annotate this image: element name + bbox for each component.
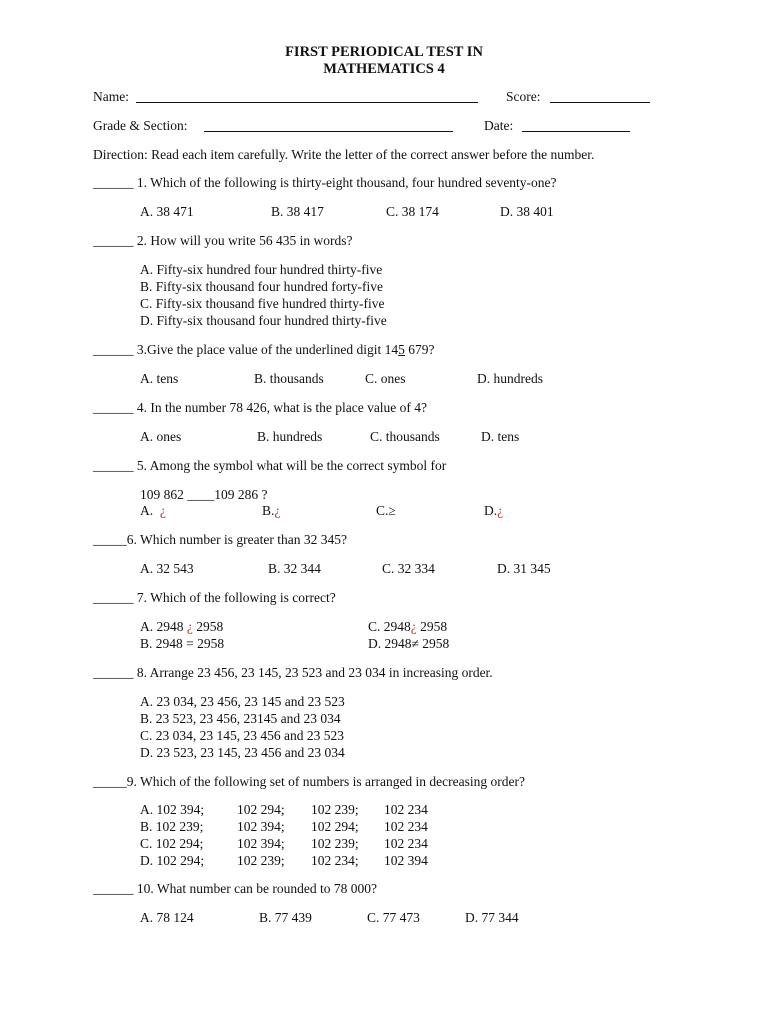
grade-section-label: Grade & Section: xyxy=(93,118,188,133)
q6-option-b: B. 32 344 xyxy=(268,561,321,576)
q10-option-d: D. 77 344 xyxy=(465,910,519,925)
q1-option-c: C. 38 174 xyxy=(386,204,439,219)
question-6: _____6. Which number is greater than 32 345? xyxy=(93,532,347,547)
q8-option-c: C. 23 034, 23 145, 23 456 and 23 523 xyxy=(140,728,344,743)
broken-symbol: ¿ xyxy=(159,503,166,518)
title-line-1: FIRST PERIODICAL TEST IN xyxy=(285,44,483,60)
title-line-2: MATHEMATICS 4 xyxy=(323,61,445,77)
name-label: Name: xyxy=(93,89,129,104)
question-8: ______ 8. Arrange 23 456, 23 145, 23 523 and 23 034 in increasing order. xyxy=(93,665,493,680)
question-9: _____9. Which of the following set of numbers is arranged in decreasing order? xyxy=(93,774,525,789)
q8-option-b: B. 23 523, 23 456, 23145 and 23 034 xyxy=(140,711,341,726)
score-label: Score: xyxy=(506,89,541,104)
q10-option-c: C. 77 473 xyxy=(367,910,420,925)
q5-option-b: B.¿ xyxy=(262,503,281,518)
q4-option-d: D. tens xyxy=(481,429,520,444)
broken-symbol: ¿ xyxy=(274,503,281,518)
question-4: ______ 4. In the number 78 426, what is the place value of 4? xyxy=(93,400,428,415)
answer-blank[interactable]: ______ xyxy=(93,175,134,190)
answer-blank[interactable]: ______ xyxy=(93,590,134,605)
direction-text: Direction: Read each item carefully. Write the letter of the correct answer before the number. xyxy=(93,147,595,162)
q4-option-a: A. ones xyxy=(140,429,182,444)
answer-blank[interactable]: ______ xyxy=(93,233,134,248)
date-field[interactable] xyxy=(522,119,630,132)
q1-option-a: A. 38 471 xyxy=(140,204,194,219)
score-field[interactable] xyxy=(550,90,650,103)
question-5: ______ 5. Among the symbol what will be the correct symbol for xyxy=(93,458,447,473)
grade-section-field[interactable] xyxy=(204,119,453,132)
broken-symbol: ¿ xyxy=(497,503,504,518)
question-2: ______ 2. How will you write 56 435 in words? xyxy=(93,233,353,248)
q7-option-a: A. 2948 ¿ 2958 xyxy=(140,619,224,634)
q3-option-c: C. ones xyxy=(365,371,406,386)
q4-option-b: B. hundreds xyxy=(257,429,323,444)
underlined-digit: 5 xyxy=(398,342,405,357)
q7-option-c: C. 2948¿ 2958 xyxy=(368,619,448,634)
question-10: ______ 10. What number can be rounded to 78 000? xyxy=(93,881,377,896)
q7-option-b: B. 2948 = 2958 xyxy=(140,636,225,651)
date-label: Date: xyxy=(484,118,514,133)
q6-option-c: C. 32 334 xyxy=(382,561,435,576)
q2-option-c: C. Fifty-six thousand five hundred thirty-five xyxy=(140,296,385,311)
broken-symbol: ¿ xyxy=(186,619,193,634)
q3-option-a: A. tens xyxy=(140,371,179,386)
q4-option-c: C. thousands xyxy=(370,429,440,444)
q5-option-a: A. ¿ xyxy=(140,503,166,518)
q3-option-b: B. thousands xyxy=(254,371,324,386)
q6-option-a: A. 32 543 xyxy=(140,561,194,576)
q2-option-d: D. Fifty-six thousand four hundred thirty-five xyxy=(140,313,387,328)
q5-option-d: D.¿ xyxy=(484,503,504,518)
name-field[interactable] xyxy=(136,90,478,103)
q6-option-d: D. 31 345 xyxy=(497,561,551,576)
question-1: ______ 1. Which of the following is thirty-eight thousand, four hundred seventy-one? xyxy=(93,175,557,190)
answer-blank[interactable]: _____ xyxy=(93,774,127,789)
q2-option-b: B. Fifty-six thousand four hundred forty-five xyxy=(140,279,383,294)
answer-blank[interactable]: ______ xyxy=(93,458,134,473)
q5-option-c: C.≥ xyxy=(376,503,396,518)
question-7: ______ 7. Which of the following is correct? xyxy=(93,590,336,605)
q5-expression: 109 862 ____109 286 ? xyxy=(140,487,268,502)
q10-option-b: B. 77 439 xyxy=(259,910,312,925)
q2-option-a: A. Fifty-six hundred four hundred thirty-five xyxy=(140,262,383,277)
answer-blank[interactable]: ______ xyxy=(93,881,134,896)
answer-blank[interactable]: ______ xyxy=(93,665,134,680)
broken-symbol: ¿ xyxy=(410,619,417,634)
q10-option-a: A. 78 124 xyxy=(140,910,194,925)
q8-option-d: D. 23 523, 23 145, 23 456 and 23 034 xyxy=(140,745,345,760)
q1-option-b: B. 38 417 xyxy=(271,204,324,219)
q3-option-d: D. hundreds xyxy=(477,371,543,386)
question-3: ______ 3.Give the place value of the underlined digit 145 679? xyxy=(93,342,435,357)
q8-option-a: A. 23 034, 23 456, 23 145 and 23 523 xyxy=(140,694,345,709)
answer-blank[interactable]: ______ xyxy=(93,400,134,415)
q7-option-d: D. 2948≠ 2958 xyxy=(368,636,450,651)
q1-option-d: D. 38 401 xyxy=(500,204,554,219)
answer-blank[interactable]: _____ xyxy=(93,532,127,547)
answer-blank[interactable]: ______ xyxy=(93,342,134,357)
